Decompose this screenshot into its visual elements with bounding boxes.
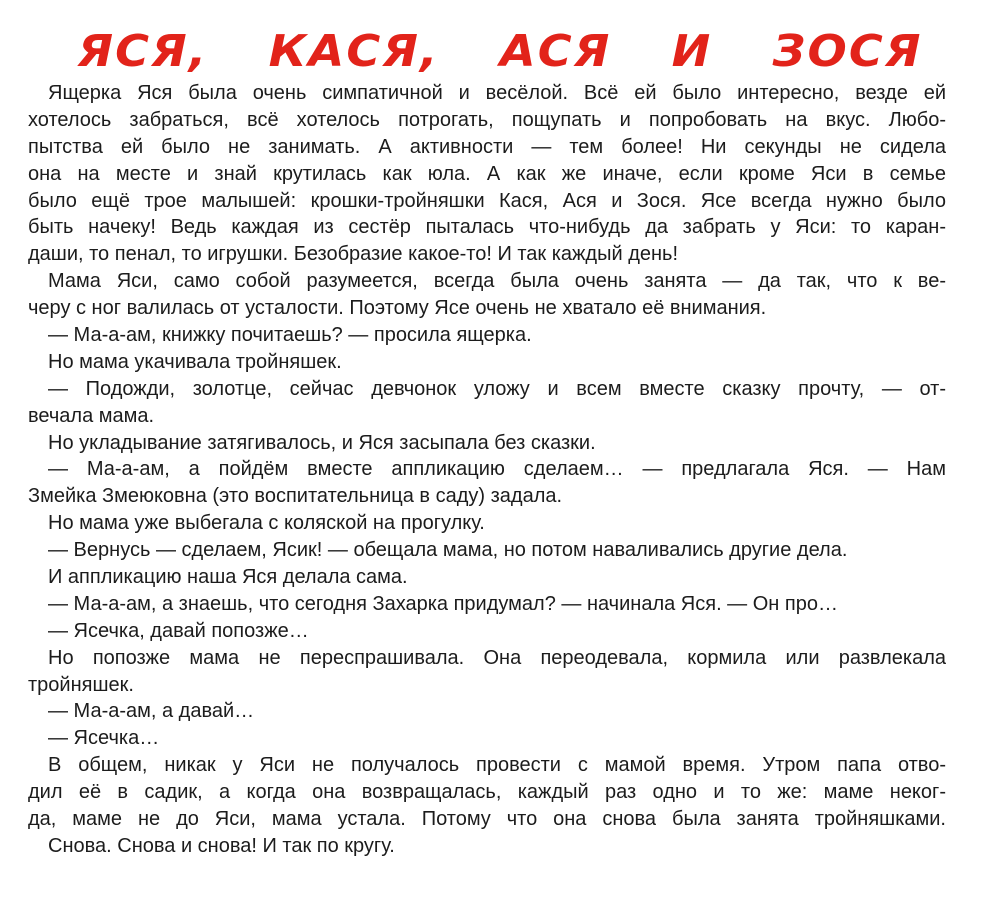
text-line: тройняшек. (28, 673, 134, 696)
text-line: Но попозже мама не переспрашивала. Она переодевала, кормила или развлекала (48, 646, 946, 669)
text-line: — Ма-а-ам, а пойдём вместе аппликацию сделаем… — предлагала Яся. — Нам (48, 458, 946, 481)
text-line: — Ясечка, давай попозже… (48, 619, 309, 642)
text-line: было ещё трое малышей: крошки-тройняшки Кася, Ася и Зося. Ясе всегда нужно было (28, 189, 946, 212)
text-line: вечала мама. (28, 404, 155, 427)
text-line: быть начеку! Ведь каждая из сестёр пыталась что-нибудь да забрать у Яси: то каран- (28, 216, 946, 239)
text-line: И аппликацию наша Яся делала сама. (48, 566, 408, 589)
text-line: Мама Яси, само собой разумеется, всегда была очень занята — да так, что к ве- (48, 270, 946, 293)
text-line: Змейка Змеюковна (это воспитательница в саду) задала. (28, 485, 563, 508)
text-line: — Вернусь — сделаем, Ясик! — обещала мама, но потом наваливались другие дела. (48, 539, 848, 562)
text-line: Но укладывание затягивалось, и Яся засыпала без сказки. (48, 431, 596, 454)
text-line: — Ясечка… (48, 727, 160, 750)
text-line: хотелось забраться, всё хотелось потрогать, пощупать и попробовать на вкус. Любо- (28, 108, 946, 131)
story-text (28, 80, 946, 860)
text-line: даши, то пенал, то игрушки. Безобразие какое-то! И так каждый день! (28, 243, 679, 266)
text-line: Но мама укачивала тройняшек. (48, 350, 342, 373)
text-line: черу с ног валилась от усталости. Поэтому Ясе очень не хватало её внимания. (28, 297, 767, 320)
text-line: — Ма-а-ам, а давай… (48, 700, 255, 723)
text-line: Снова. Снова и снова! И так по кругу. (48, 834, 395, 857)
text-line: Но мама уже выбегала с коляской на прогулку. (48, 512, 485, 535)
text-line: Ящерка Яся была очень симпатичной и весёлой. Всё ей было интересно, везде ей (48, 82, 946, 104)
text-line: пытства ей было не занимать. А активности — тем более! Ни секунды не сидела (28, 135, 946, 158)
text-line: да, маме не до Яси, мама устала. Потому что она снова была занята тройняшками. (28, 808, 946, 831)
text-line: она на месте и знай крутилась как юла. А как же иначе, если кроме Яси в семье (28, 162, 946, 185)
text-line: — Подожди, золотце, сейчас девчонок уложу и всем вместе сказку прочту, — от- (48, 377, 946, 400)
text-line: — Ма-а-ам, а знаешь, что сегодня Захарка придумал? — начинала Яся. — Он про… (48, 592, 838, 615)
text-line: — Ма-а-ам, книжку почитаешь? — просила ящерка. (48, 324, 532, 347)
text-line: дил её в садик, а когда она возвращалась, каждый раз одно и то же: маме неког- (28, 781, 946, 804)
story-title: ЯСЯ, КАСЯ, АСЯ И ЗОСЯ (77, 26, 923, 77)
text-line: В общем, никак у Яси не получалось провести с мамой время. Утром папа отво- (48, 754, 946, 777)
